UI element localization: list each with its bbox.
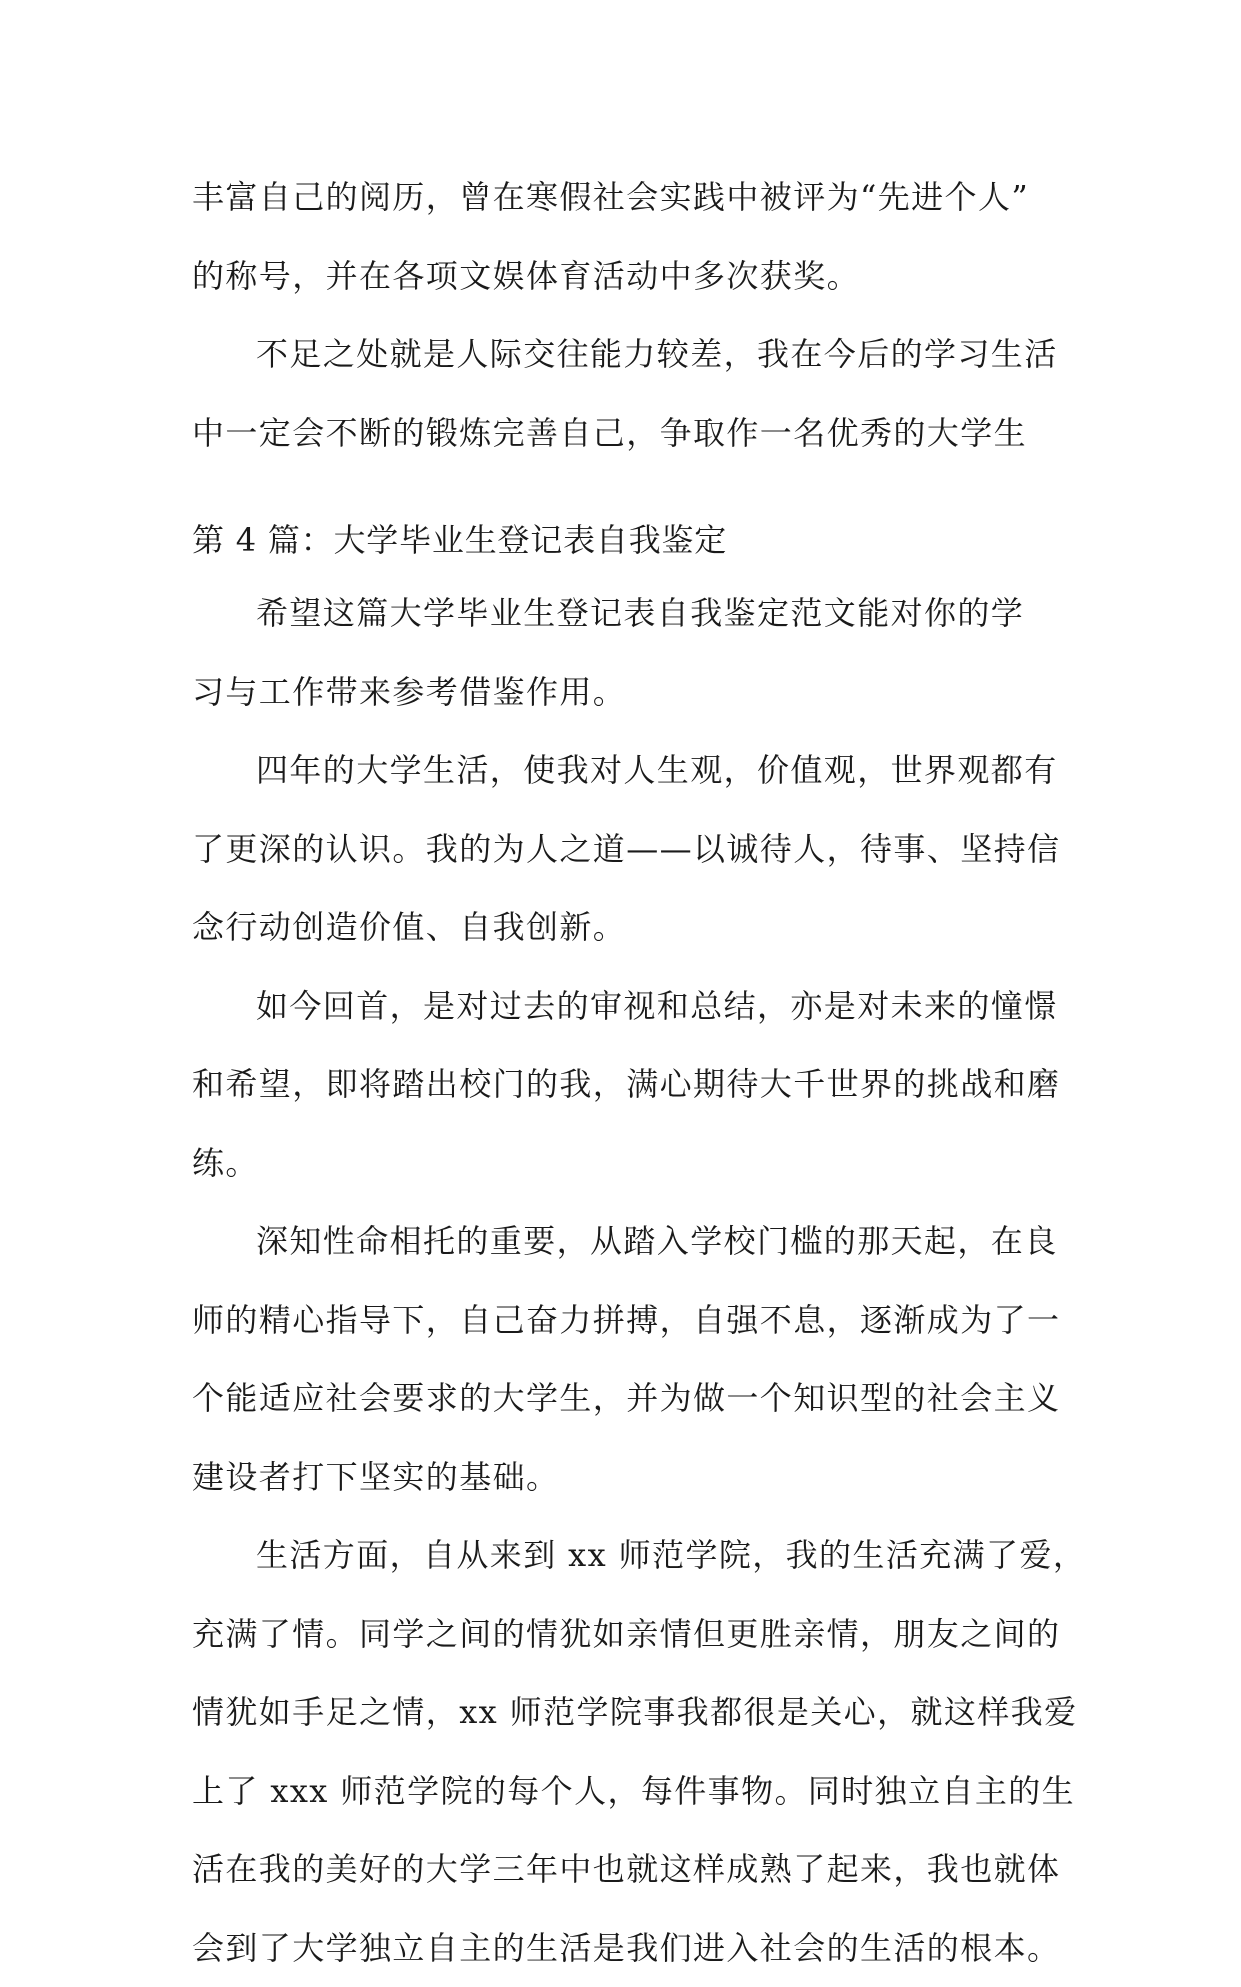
text-line: 个能适应社会要求的大学生，并为做一个知识型的社会主义 (192, 1359, 1068, 1438)
document-body (192, 158, 1068, 1987)
paragraph (192, 574, 1068, 731)
text-line: 师的精心指导下，自己奋力拼搏，自强不息，逐渐成为了一 (192, 1281, 1068, 1360)
text-line: 如今回首，是对过去的审视和总结，亦是对未来的憧憬 (192, 967, 1068, 1046)
paragraph (192, 315, 1068, 472)
text-line: 四年的大学生活，使我对人生观，价值观，世界观都有 (192, 731, 1068, 810)
section-gap (192, 472, 1068, 506)
paragraph (192, 967, 1068, 1203)
text-line: 中一定会不断的锻炼完善自己，争取作一名优秀的大学生 (192, 394, 1068, 473)
text-line: 念行动创造价值、自我创新。 (192, 888, 1068, 967)
text-line: 了更深的认识。我的为人之道——以诚待人，待事、坚持信 (192, 810, 1068, 889)
paragraph (192, 158, 1068, 315)
text-line: 和希望，即将踏出校门的我，满心期待大千世界的挑战和磨 (192, 1045, 1068, 1124)
section-heading: 第 4 篇：大学毕业生登记表自我鉴定 (192, 506, 1068, 574)
text-line: 情犹如手足之情，xx 师范学院事我都很是关心，就这样我爱 (192, 1673, 1068, 1752)
text-line: 练。 (192, 1124, 1068, 1203)
paragraph (192, 731, 1068, 967)
text-line: 活在我的美好的大学三年中也就这样成熟了起来，我也就体 (192, 1830, 1068, 1909)
text-line: 希望这篇大学毕业生登记表自我鉴定范文能对你的学 (192, 574, 1068, 653)
paragraph (192, 1202, 1068, 1516)
text-line: 的称号，并在各项文娱体育活动中多次获奖。 (192, 237, 1068, 316)
text-line: 充满了情。同学之间的情犹如亲情但更胜亲情，朋友之间的 (192, 1595, 1068, 1674)
text-line: 丰富自己的阅历，曾在寒假社会实践中被评为“先进个人” (192, 158, 1068, 237)
text-line: 不足之处就是人际交往能力较差，我在今后的学习生活 (192, 315, 1068, 394)
text-line: 生活方面，自从来到 xx 师范学院，我的生活充满了爱， (192, 1516, 1068, 1595)
text-line: 会到了大学独立自主的生活是我们进入社会的生活的根本。 (192, 1909, 1068, 1987)
paragraph (192, 1516, 1068, 1987)
text-line: 建设者打下坚实的基础。 (192, 1438, 1068, 1517)
text-line: 上了 xxx 师范学院的每个人，每件事物。同时独立自主的生 (192, 1752, 1068, 1831)
text-line: 深知性命相托的重要，从踏入学校门槛的那天起，在良 (192, 1202, 1068, 1281)
text-line: 习与工作带来参考借鉴作用。 (192, 653, 1068, 732)
